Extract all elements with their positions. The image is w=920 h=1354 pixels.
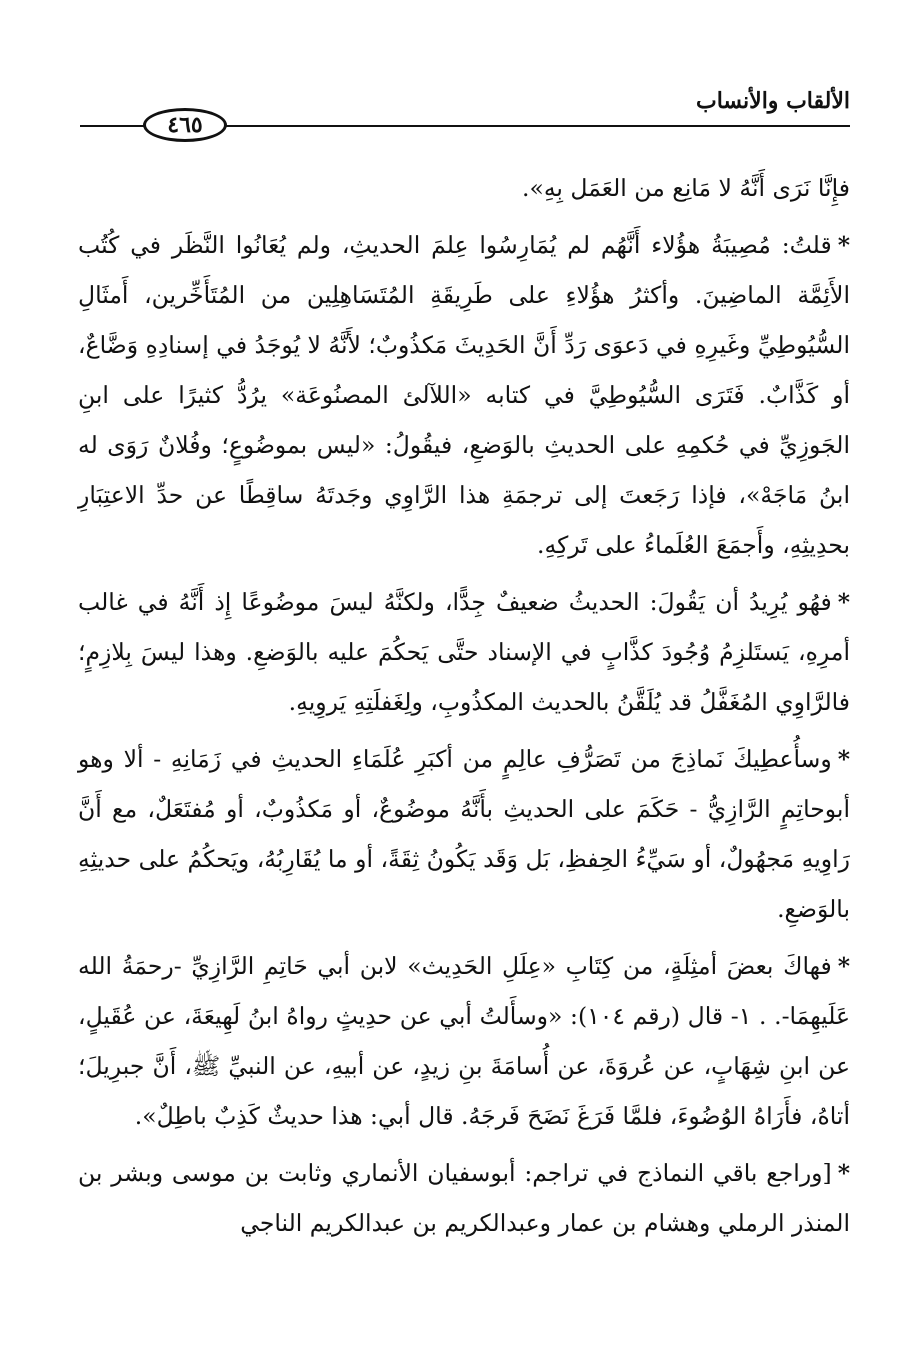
paragraph [78,1148,850,1248]
paragraph-text: وسأُعطِيكَ نَماذِجَ من تَصَرُّفِ عالِمٍ من أكبَرِ عُلَمَاءِ الحديثِ في زَمَانِهِ - ألا وهو أبوحاتِمٍ الرَّازِيُّ - حَكَمَ على الحديثِ بأَنَّهُ موضُوعٌ، أو مَكذُوبٌ، أو مُفتَعَلٌ، مع أَنَّ رَاوِيهِ مَجهُولٌ، أو سَيِّءُ الحِفظِ، بَل وَقَد يَكُونُ ثِقَةً، أو ما يُقَارِبُهُ، ويَحكُمُ على حديثِهِ بالوَضعِ. [78,745,850,923]
page-header [80,80,850,150]
paragraph-text: فإِنَّا نَرَى أَنَّهُ لا مَانِع من العَمَل بِهِ». [521,174,850,202]
running-title: الألقاب والأنساب [695,88,850,114]
paragraph-text: فهُو يُرِيدُ أن يَقُولَ: الحديثُ ضعيفٌ جِدًّا، ولكنَّهُ ليسَ موضُوعًا إِذ أَنَّهُ في غالب أمرِهِ، يَستَلزِمُ وُجُودَ كذَّابٍ في الإسناد حتَّى يَحكُمَ عليه بالوَضعِ. وهذا ليسَ بِلازِمٍ؛ فالرَّاوِي المُغَفَّلُ قد يُلَقَّنُ بالحديث المكذُوبِ، ولِغَفلَتِهِ يَروِيهِ. [78,588,850,716]
asterisk-marker: * [837,1159,850,1187]
paragraph-text: فهاكَ بعضَ أمثِلَةٍ، من كِتَابِ «عِلَلِ الحَدِيث» لابن أبي حَاتِمِ الرَّازِيِّ -رحمَةُ الله عَلَيهِمَا-. . ١- قال (رقم ١٠٤): «وسأَلتُ أبي عن حدِيثٍ رواهُ ابنُ لَهِيعَةَ، عن عُقَيلٍ، عن ابنِ شِهَابٍ، عن عُروَةَ، عن أُسامَةَ بنِ زيدٍ، عن أبيهِ، عن النبيِّ ﷺ، أَنَّ جبرِيلَ؛ أتاهُ، فأَرَاهُ الوُضُوءَ، فلمَّا فَرَغَ نَضَحَ فَرجَهُ. قال أبي: هذا حديثٌ كَذِبٌ باطِلٌ». [78,952,850,1130]
paragraph [78,220,850,570]
asterisk-marker: * [837,231,850,259]
asterisk-marker: * [837,588,850,616]
paragraph-text: قلتُ: مُصِيبَةُ هؤُلاء أَنَّهُم لم يُمَارِسُوا عِلمَ الحديثِ، ولم يُعَانُوا النَّظَر في كُتُب الأَئِمَّة الماضِينَ. وأكثرُ هؤُلاءِ على طَرِيقَةِ المُتَسَاهِلِين من المُتَأَخِّرين، أَمثَالِ السُّيُوطِيِّ وغَيرِهِ في دَعوَى رَدِّ أَنَّ الحَدِيثَ مَكذُوبٌ؛ لأَنَّهُ لا يُوجَدُ في إسنادِهِ وَضَّاعٌ، أو كَذَّابٌ. فَتَرَى السُّيُوطِيَّ في كتابه «اللآلئ المصنُوعَة» يرُدُّ كثيرًا على ابنِ الجَوزِيِّ في حُكمِهِ على الحديثِ بالوَضعِ، فيقُولُ: «ليس بموضُوعٍ؛ وفُلانٌ رَوَى له ابنُ مَاجَهْ»، فإذا رَجَعتَ إلى ترجمَةِ هذا الرَّاوِي وجَدتَهُ ساقِطًا عن حدِّ الاعتِبَارِ بحدِيثِهِ، وأَجمَعَ العُلَماءُ على تَركِهِ. [77,231,850,559]
page-number-badge: ٤٦٥ [143,108,227,142]
asterisk-marker: * [837,745,850,773]
paragraph [78,577,850,727]
paragraph [78,734,850,934]
paragraph-text: [وراجع باقي النماذج في تراجم: أبوسفيان الأنماري وثابت بن موسى وبشر بن المنذر الرملي وهشام بن عمار وعبدالكريم بن عبدالكريم الناجي [78,1159,850,1237]
paragraph-continuation [78,163,850,213]
page-body [78,163,850,1255]
asterisk-marker: * [837,952,850,980]
paragraph [78,941,850,1141]
